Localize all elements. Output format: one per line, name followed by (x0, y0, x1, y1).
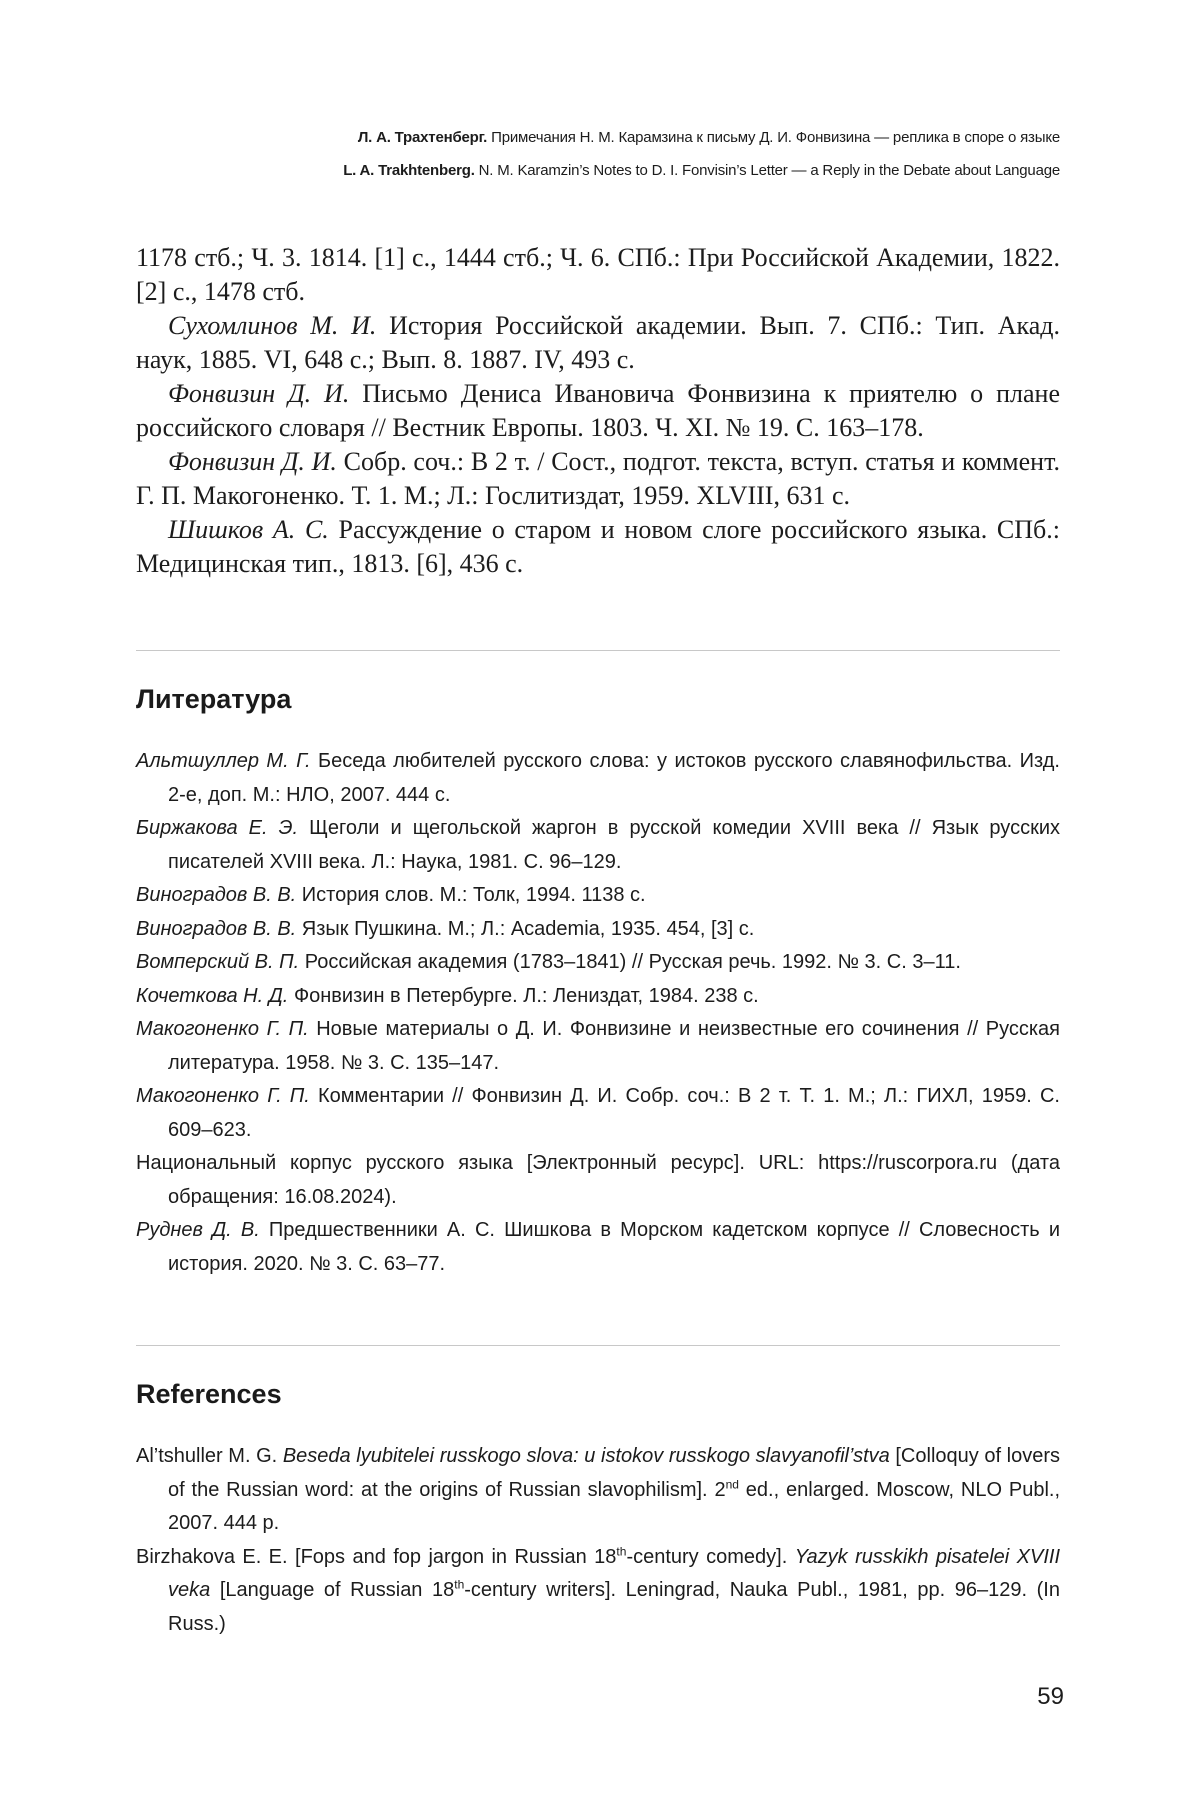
literature-entry: Биржакова Е. Э. Щеголи и щегольской жаргон в русской комедии XVIII века // Язык русских писателей XVIII века. Л.: Наука, 1981. С. 96–129. (136, 817, 1061, 873)
section-divider (136, 1345, 1060, 1346)
literature-entry: Альтшуллер М. Г. Беседа любителей русского слова: у истоков русского славянофильства. Изд. 2-е, доп. М.: НЛО, 2007. 444 с. (136, 750, 1060, 806)
source-author: Фонвизин Д. И. (168, 379, 350, 408)
source-author: Фонвизин Д. И. (168, 447, 337, 476)
literature-entry: Вомперский В. П. Российская академия (1783–1841) // Русская речь. 1992. № 3. С. 3–11. (136, 951, 961, 973)
references-heading: References (136, 1379, 282, 1409)
running-head-ru-title: Примечания Н. М. Карамзина к письму Д. И. Фонвизина — реплика в споре о языке (491, 129, 1060, 146)
source-entry: Сухомлинов М. И. История Российской академии. Вып. 7. СПб.: Тип. Акад. наук, 1885. VI, 648 с.; Вып. 8. 1887. IV, 493 с. (136, 311, 1060, 374)
literature-entry: Кочеткова Н. Д. Фонвизин в Петербурге. Л.: Лениздат, 1984. 238 с. (136, 984, 759, 1007)
entry-author: Кочеткова Н. Д. (136, 984, 289, 1007)
literature-entry: Виноградов В. В. История слов. М.: Толк, 1994. 1138 с. (136, 884, 646, 906)
literature-list (136, 745, 1060, 1281)
source-entry: Шишков А. С. Рассуждение о старом и новом слоге российского языка. СПб.: Медицинская тип., 1813. [6], 436 с. (136, 515, 1060, 578)
entry-author: Альтшуллер М. Г. (136, 750, 311, 772)
entry-author: Макогоненко Г. П. (136, 1018, 309, 1040)
literature-heading: Литература (136, 684, 292, 714)
running-head-ru (136, 128, 1060, 148)
entry-author: Виноградов В. В. (136, 917, 297, 940)
entry-title: Yazyk russkikh pisatelei XVIII veka (168, 1545, 1061, 1601)
entry-author: Виноградов В. В. (136, 884, 297, 906)
literature-entry: Руднев Д. В. Предшественники А. С. Шишкова в Морском кадетском корпусе // Словесность и история. 2020. № 3. С. 63–77. (136, 1219, 1060, 1275)
section-divider (136, 650, 1060, 651)
sources-list (136, 241, 1060, 581)
reference-entry: Al’tshuller M. G. Beseda lyubitelei russkogo slova: u istokov russkogo slavyanofil’stva [Colloquy of lovers of the Russian word: at the origins of Russian slavophilism]. 2nd ed., enlarged. Moscow, NLO Publ., 2007. 444 p. (136, 1445, 1061, 1534)
literature-entry: Виноградов В. В. Язык Пушкина. М.; Л.: Academia, 1935. 454, [3] с. (136, 917, 755, 940)
entry-author: Al’tshuller M. G. (136, 1445, 278, 1467)
source-entry: 1178 стб.; Ч. 3. 1814. [1] с., 1444 стб.; Ч. 6. СПб.: При Российской Академии, 1822. [2] с., 1478 стб. (136, 243, 1060, 306)
source-author: Шишков А. С. (168, 515, 329, 544)
literature-entry: Макогоненко Г. П. Новые материалы о Д. И. Фонвизине и неизвестные его сочинения // Русская литература. 1958. № 3. С. 135–147. (136, 1018, 1061, 1074)
entry-author: Биржакова Е. Э. (136, 817, 299, 839)
literature-entry: Макогоненко Г. П. Комментарии // Фонвизин Д. И. Собр. соч.: В 2 т. Т. 1. М.; Л.: ГИХЛ, 1959. С. 609–623. (136, 1085, 1060, 1141)
source-entry: Фонвизин Д. И. Письмо Дениса Ивановича Фонвизина к приятелю о плане российского словаря // Вестник Европы. 1803. Ч. XI. № 19. С. 163–178. (136, 379, 1061, 442)
running-head-en-author: L. A. Trakhtenberg. (343, 162, 475, 179)
page-number: 59 (1037, 1683, 1064, 1710)
running-head (136, 128, 1060, 194)
source-entry: Фонвизин Д. И. Собр. соч.: В 2 т. / Сост., подгот. текста, вступ. статья и коммент. Г. П. Макогоненко. Т. 1. М.; Л.: Гослитиздат, 1959. XLVIII, 631 с. (136, 447, 1060, 510)
running-head-ru-author: Л. А. Трахтенберг. (357, 129, 488, 146)
literature-entry: Национальный корпус русского языка [Электронный ресурс]. URL: https://ruscorpora.ru (дата обращения: 16.08.2024). (136, 1152, 1060, 1208)
entry-author: Руднев Д. В. (136, 1219, 260, 1241)
entry-author: Макогоненко Г. П. (136, 1085, 310, 1107)
reference-entry: Birzhakova E. E. [Fops and fop jargon in Russian 18th-century comedy]. Yazyk russkikh pisatelei XVIII veka [Language of Russian 18th-century writers]. Leningrad, Nauka Publ., 1981, pp. 96–129. (In Russ.) (136, 1543, 1061, 1635)
entry-author: Вомперский В. П. (136, 951, 300, 973)
entry-author: Birzhakova E. E. (136, 1545, 288, 1568)
running-head-en (136, 161, 1060, 181)
references-list (136, 1440, 1060, 1641)
running-head-en-title: N. M. Karamzin’s Notes to D. I. Fonvisin’s Letter — a Reply in the Debate about Language (478, 162, 1060, 179)
entry-title: Beseda lyubitelei russkogo slova: u istokov russkogo slavyanofil’stva (282, 1445, 890, 1467)
source-author: Сухомлинов М. И. (168, 311, 377, 340)
